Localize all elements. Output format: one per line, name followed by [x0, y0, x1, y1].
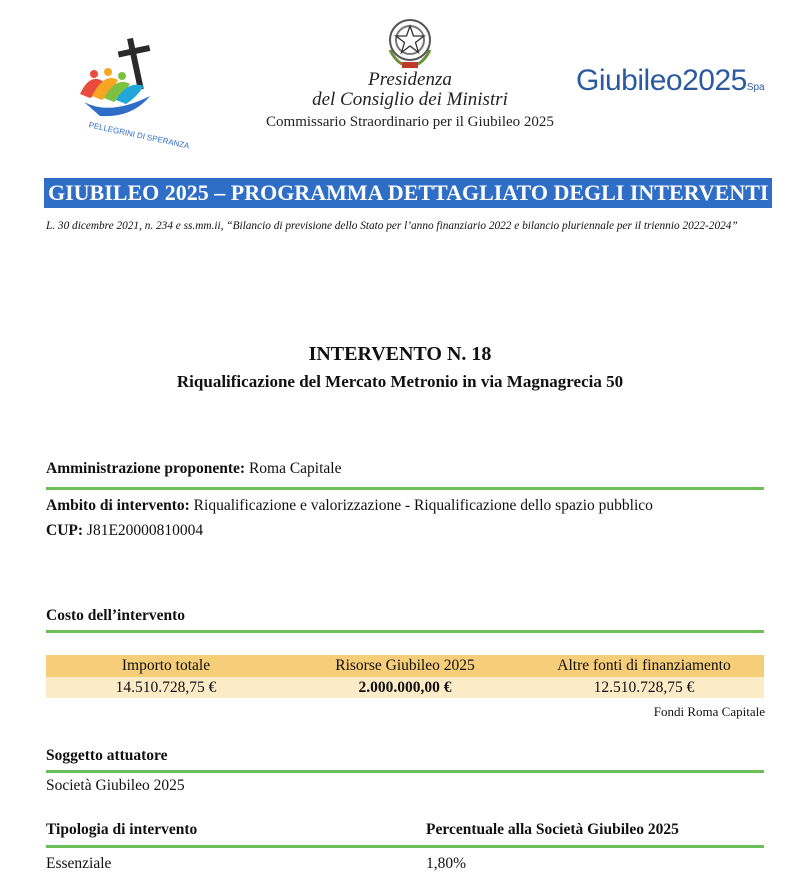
law-reference: L. 30 dicembre 2021, n. 234 e ss.mm.ii, “Bilancio di previsione dello Stato per l’anno finanziario 2022 e bilancio pluriennale per il triennio 2022-2024”: [46, 220, 738, 232]
divider: [46, 770, 764, 773]
percentuale-value: 1,80%: [426, 855, 467, 872]
ambito-field: [46, 497, 653, 515]
cost-importo-value: 14.510.728,75 €: [115, 679, 217, 696]
cost-altre-value: 12.510.728,75 €: [593, 679, 695, 696]
giubileo-spa-logo: [576, 64, 791, 104]
divider: [46, 845, 764, 848]
document-title: GIUBILEO 2025 – PROGRAMMA DETTAGLIATO DEGLI INTERVENTI: [44, 178, 772, 208]
italian-emblem-icon: [384, 14, 436, 70]
intervento-number: INTERVENTO N. 18: [308, 343, 492, 365]
costo-heading: Costo dell’intervento: [46, 607, 186, 624]
tipologia-heading: Tipologia di intervento: [46, 821, 198, 838]
presidenza-label: Presidenza: [368, 69, 452, 90]
cost-note: Fondi Roma Capitale: [653, 704, 765, 719]
jubilee-logo: [70, 32, 191, 151]
soggetto-value: Società Giubileo 2025: [46, 777, 185, 794]
cost-risorse-value: 2.000.000,00 €: [358, 679, 452, 696]
ambito-value: Riqualificazione e valorizzazione - Riqualificazione dello spazio pubblico: [193, 497, 653, 514]
amministrazione-value: Roma Capitale: [248, 460, 342, 477]
soggetto-heading: Soggetto attuatore: [46, 747, 168, 764]
pilgrims-of-hope-icon: [70, 32, 191, 151]
cost-table-header: [46, 655, 764, 677]
government-header: [250, 14, 570, 144]
intervento-title: Riqualificazione del Mercato Metronio in via Magnagrecia 50: [176, 372, 624, 391]
giubileo-word: Giubileo2025: [576, 64, 747, 97]
cup-label: CUP:: [46, 522, 84, 539]
percentuale-heading: Percentuale alla Società Giubileo 2025: [426, 821, 679, 838]
spa-suffix: Spa: [746, 82, 765, 93]
svg-text:PELLEGRINI DI SPERANZA: PELLEGRINI DI SPERANZA: [87, 120, 191, 151]
cost-col-risorse: Risorse Giubileo 2025: [335, 657, 475, 674]
commissario-label: Commissario Straordinario per il Giubileo 2025: [266, 114, 554, 130]
cost-col-altre: Altre fonti di finanziamento: [557, 657, 731, 674]
divider: [46, 487, 764, 490]
tipologia-value: Essenziale: [46, 855, 112, 872]
cup-value: J81E20000810004: [86, 522, 204, 539]
cost-col-importo: Importo totale: [121, 657, 211, 674]
ambito-label: Ambito di intervento:: [46, 497, 190, 514]
amministrazione-field: [46, 460, 341, 478]
amministrazione-label: Amministrazione proponente:: [46, 460, 246, 477]
consiglio-label: del Consiglio dei Ministri: [312, 89, 508, 110]
cost-table-row: [46, 677, 764, 698]
divider: [46, 630, 764, 633]
cup-field: [46, 522, 203, 540]
